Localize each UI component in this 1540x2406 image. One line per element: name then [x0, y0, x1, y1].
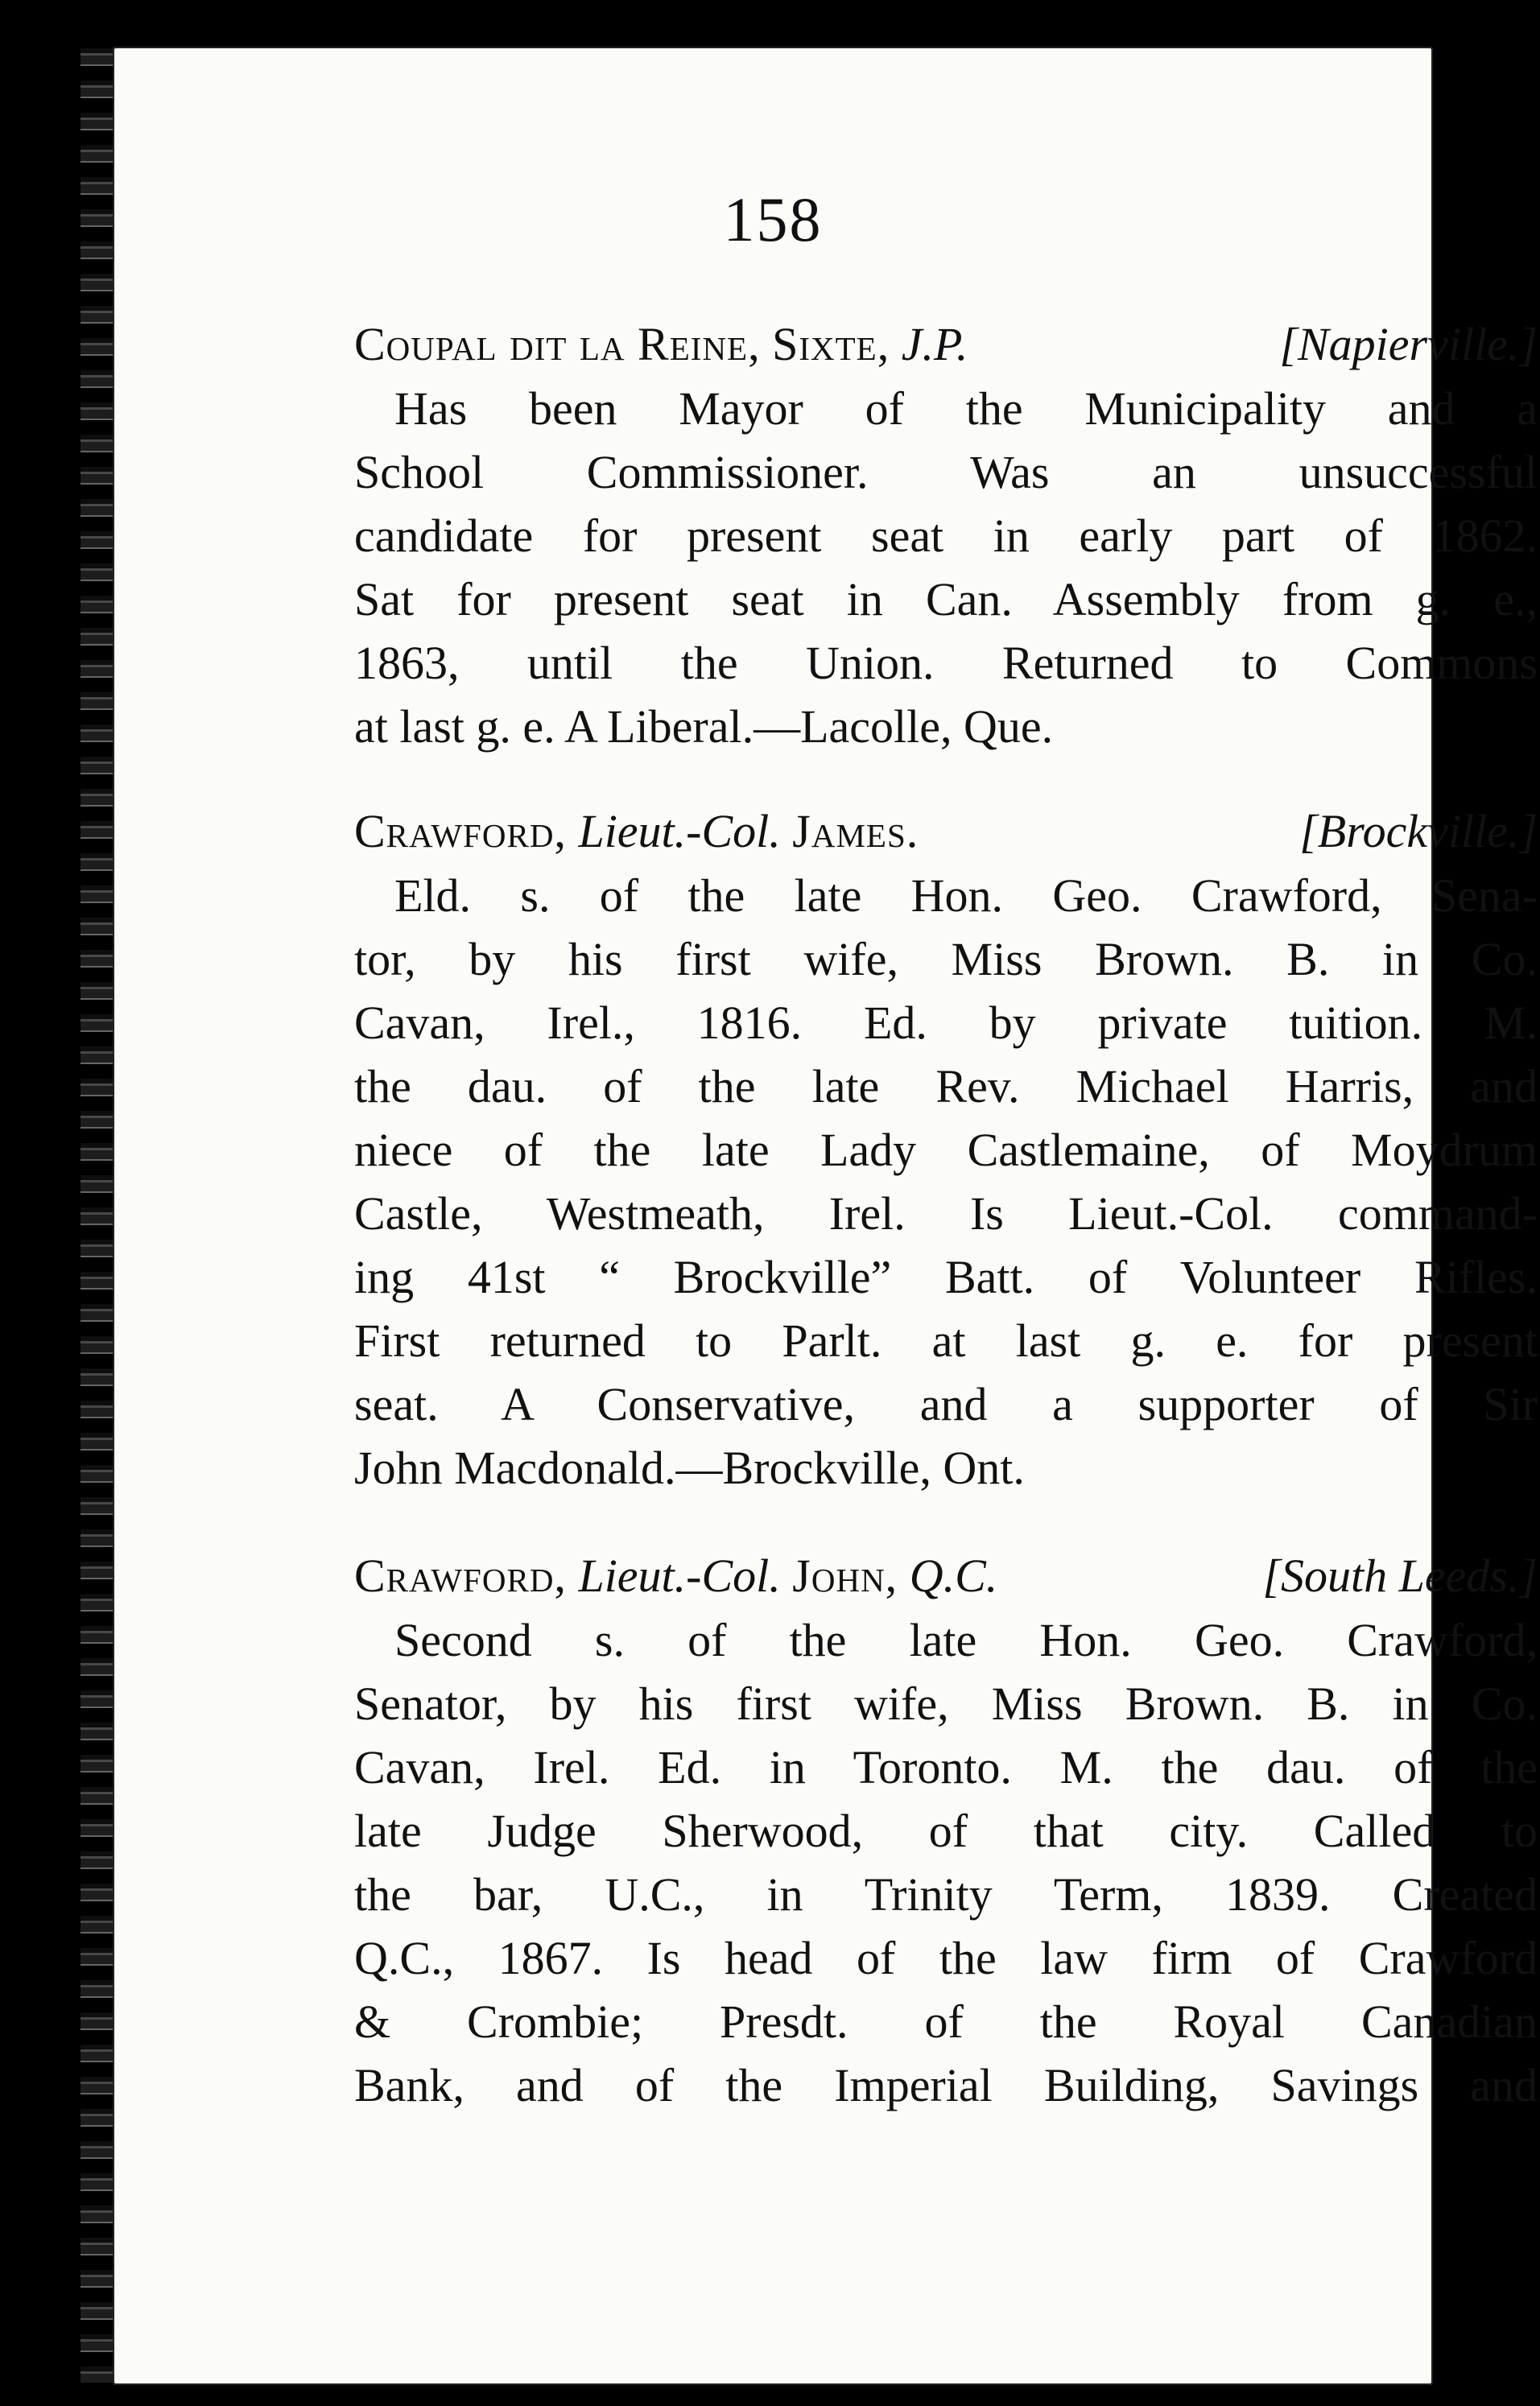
entry-line: Sat for present seat in Can. Assembly from g. e.,	[354, 573, 1538, 625]
entry-heading	[354, 1544, 1538, 1608]
surname: Crawford,	[354, 1550, 567, 1602]
riding: [Brockville.]	[1299, 805, 1538, 857]
rank: Lieut.-Col.	[578, 805, 781, 857]
entry-line: Cavan, Irel., 1816. Ed. by private tuition. M.	[354, 997, 1538, 1049]
entry-line: Castle, Westmeath, Irel. Is Lieut.-Col. command-	[354, 1187, 1538, 1240]
entry-line: Bank, and of the Imperial Building, Savings and	[354, 2059, 1538, 2111]
rank: Lieut.-Col.	[578, 1550, 781, 1602]
entry-line: ing 41st “ Brockville” Batt. of Volunteer Rifles.	[354, 1251, 1538, 1303]
entry-name	[354, 1544, 997, 1608]
entry-line: John Macdonald.—Brockville, Ont.	[354, 1442, 1025, 1494]
entry-line: Eld. s. of the late Hon. Geo. Crawford, Sena-	[394, 869, 1538, 922]
surname: Crawford,	[354, 805, 567, 857]
given-name: James.	[792, 805, 919, 857]
entry-line: 1863, until the Union. Returned to Commons	[354, 637, 1538, 689]
entry-line: candidate for present seat in early part of 1862.	[354, 510, 1538, 562]
entry-line: Cavan, Irel. Ed. in Toronto. M. the dau. of the	[354, 1741, 1538, 1793]
entry-line: at last g. e. A Liberal.—Lacolle, Que.	[354, 700, 1054, 753]
entry-line: niece of the late Lady Castlemaine, of Moydrum	[354, 1124, 1538, 1176]
honorific: Q.C.	[909, 1550, 998, 1602]
entry-name	[354, 799, 919, 864]
entry-line: Senator, by his first wife, Miss Brown. B. in Co.	[354, 1678, 1538, 1730]
entry-line: tor, by his first wife, Miss Brown. B. in Co.	[354, 933, 1538, 985]
riding: [Napierville.]	[1279, 318, 1538, 370]
scan-edge-noise	[81, 48, 113, 2383]
given-name: Sixte,	[772, 318, 890, 370]
riding: [South Leeds.]	[1262, 1550, 1538, 1602]
entry-crawford-john	[354, 1544, 1538, 2117]
entry-line: First returned to Parlt. at last g. e. for present	[354, 1314, 1538, 1367]
entry-line: late Judge Sherwood, of that city. Called to	[354, 1805, 1538, 1857]
entry-crawford-james	[354, 799, 1538, 1500]
entry-line: & Crombie; Presdt. of the Royal Canadian	[354, 1995, 1538, 2048]
surname: Coupal dit la Reine,	[354, 318, 761, 370]
page-number: 158	[723, 184, 823, 254]
entry-line: Second s. of the late Hon. Geo. Crawford,	[394, 1614, 1538, 1666]
honorific: J.P.	[901, 318, 968, 370]
entry-line: the dau. of the late Rev. Michael Harris, and	[354, 1060, 1538, 1112]
entry-line: the bar, U.C., in Trinity Term, 1839. Created	[354, 1868, 1538, 1921]
entry-line: Q.C., 1867. Is head of the law firm of Crawford	[354, 1932, 1538, 1984]
entry-heading	[354, 312, 1538, 377]
book-page	[113, 47, 1538, 2385]
entry-line: seat. A Conservative, and a supporter of Sir	[354, 1378, 1538, 1430]
entry-coupal	[354, 312, 1538, 758]
entry-line: School Commissioner. Was an unsuccessful	[354, 446, 1538, 498]
entry-name	[354, 312, 968, 377]
entry-heading	[354, 799, 1538, 864]
given-name: John,	[792, 1550, 898, 1602]
entry-line: Has been Mayor of the Municipality and a	[394, 382, 1538, 435]
